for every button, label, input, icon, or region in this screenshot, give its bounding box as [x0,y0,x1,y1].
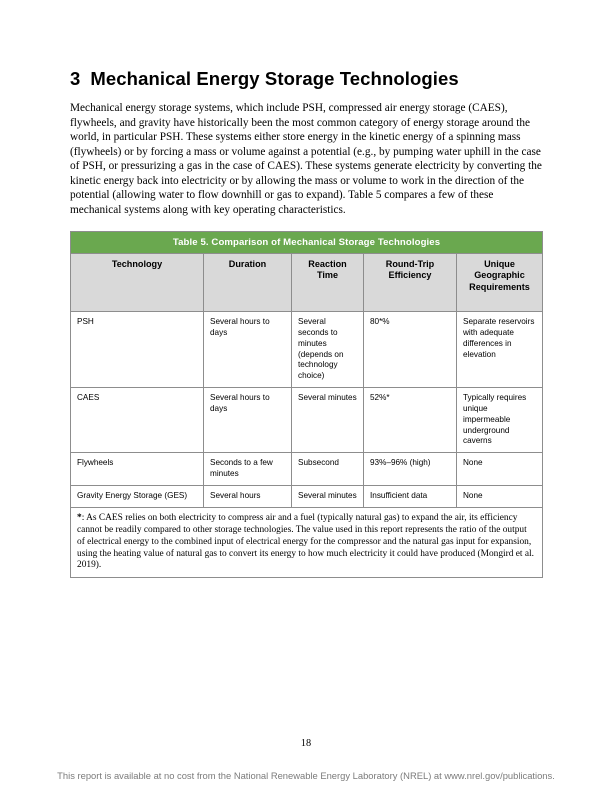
cell-geography: Separate reservoirs with adequate differences in elevation [457,312,543,388]
cell-reaction-time: Several minutes [292,388,364,453]
cell-geography: None [457,485,543,507]
table-note-row [71,507,543,578]
cell-duration: Several hours to days [204,388,292,453]
column-header-duration: Duration [204,254,292,312]
cell-geography: Typically requires unique impermeable underground caverns [457,388,543,453]
page-content [70,68,542,578]
cell-duration: Several hours [204,485,292,507]
cell-technology: Flywheels [71,453,204,486]
table-footnote [71,507,543,578]
cell-reaction-time: Subsecond [292,453,364,486]
footnote-text: : As CAES relies on both electricity to compress air and a fuel (typically natural gas) to expand the air, its efficiency cannot be readily compared to other storage technologies. The value used in this report represents the ratio of the output of electrical energy to the combined input of electrical energy for the compressor and the natural gas input for expansion, using the heating value of natural gas to convert its energy to how much electricity it could have produced (Mongird et al. 2019). [77,512,534,571]
table-caption-row [71,232,543,254]
cell-efficiency: 52%* [364,388,457,453]
section-title-text: Mechanical Energy Storage Technologies [90,68,459,89]
cell-geography: None [457,453,543,486]
mechanical-storage-table [70,231,543,578]
cell-reaction-time: Several seconds to minutes (depends on technology choice) [292,312,364,388]
cell-efficiency: 80*% [364,312,457,388]
intro-paragraph: Mechanical energy storage systems, which include PSH, compressed air energy storage (CAES), flywheels, and gravity have historically been the most common category of energy storage around the world, in particular PSH. These systems either store energy in the kinetic energy of a spinning mass (flywheels) or by forcing a mass or volume against a potential (e.g., by pumping water uphill in the case of PSH, or pressurizing a gas in the case of CAES). These systems generate electricity by converting the kinetic energy back into electricity or by allowing the mass or volume to work in the direction of the potential (allowing water to flow downhill or gas to expand). Table 5 compares a few of these mechanical systems along with key operating characteristics. [70,102,542,216]
cell-technology: CAES [71,388,204,453]
footer-note: This report is available at no cost from the National Renewable Energy Laboratory (NREL) at www.nrel.gov/publications. [57,770,555,781]
table-row [71,312,543,388]
cell-duration: Seconds to a few minutes [204,453,292,486]
table-row [71,453,543,486]
cell-efficiency: Insufficient data [364,485,457,507]
table-caption: Table 5. Comparison of Mechanical Storage Technologies [71,232,543,254]
section-number: 3 [70,68,81,89]
column-header-reaction-time: Reaction Time [292,254,364,312]
table-header-row [71,254,543,312]
column-header-technology: Technology [71,254,204,312]
column-header-unique-geographic-requirements: Unique Geographic Requirements [457,254,543,312]
footnote-marker: * [77,512,82,523]
page-number: 18 [300,738,312,749]
cell-technology: Gravity Energy Storage (GES) [71,485,204,507]
cell-technology: PSH [71,312,204,388]
page-footer [0,738,612,781]
cell-duration: Several hours to days [204,312,292,388]
page-title [70,68,542,90]
table-row [71,388,543,453]
cell-reaction-time: Several minutes [292,485,364,507]
cell-efficiency: 93%–96% (high) [364,453,457,486]
table-row [71,485,543,507]
column-header-round-trip-efficiency: Round-Trip Efficiency [364,254,457,312]
